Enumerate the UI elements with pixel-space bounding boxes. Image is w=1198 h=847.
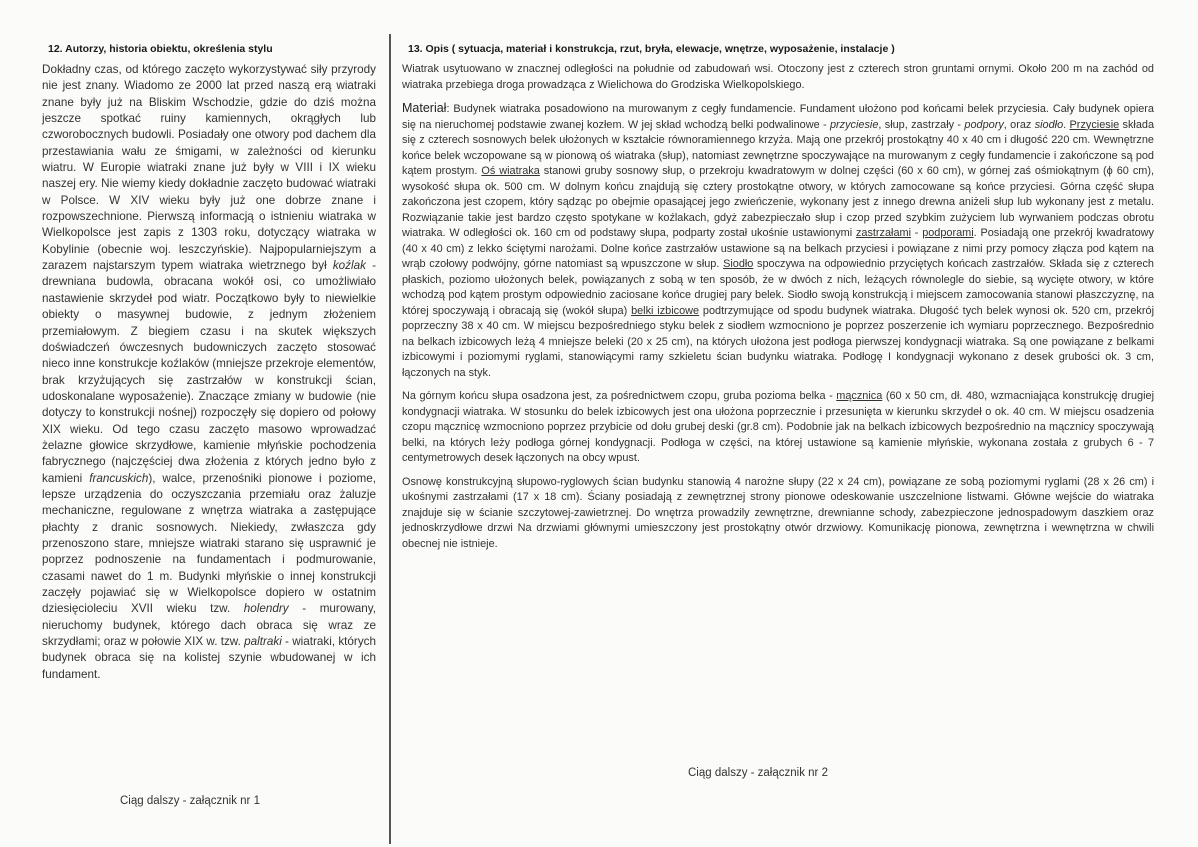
material-label: Materiał: [402, 101, 447, 115]
text-run: - murowany, nieruchomy budynek, którego dach obraca się wraz ze skrzydłami; oraz w połowie XIX w. tzw.: [42, 602, 376, 649]
term-podporami: podporami: [922, 227, 974, 239]
text-run: . Posiadają one przekrój kwadratowy (40 x 40 cm) z lekko ściętymi narożami. Dolne końce zastrzałów ustawione są na belkach przyciesi i powiązane z nimi przy pomocy złącza pod kątem na wrąb czołowy podwójny, górne natomiast są wpuszczone w słup.: [402, 227, 1154, 270]
text-run: składa się z czterech sosnowych belek ułożonych w kształcie równoramiennego krzyża. Mają one przekrój prostokątny 40 x 40 cm i długość 220 cm. Wewnętrzne końce belek wczopowane są w pionową oś wiatraka (słup), natomiast zewnętrzne spoczywające na murowanym z cegły fundamencie i zakończone są pod kątem prostym.: [402, 118, 1154, 177]
term-os-wiatraka: Oś wiatraka: [481, 165, 540, 177]
term-przyciesie: przyciesie: [829, 118, 879, 131]
text-run: - wiatraki, których budynek obraca się na kolistej szynie wbudowanej w ich fundament.: [42, 635, 376, 681]
text-run: (60 x 50 cm, dł. 480, wzmacniająca konstrukcję drugiej kondygnacji wiatraka. W stosunku do belek izbicowych jest ona ułożona poprzecznie i przesunięta w kierunku skrzydeł o ok. 40 cm. W miejscu osadzenia czopu mącznicę wzmocniono poprzez przybicie od dołu grubej deski (gr.8 cm). Podobnie jak na belkach izbicowych bezpośrednio na mącznicy spoczywają belki, na których leży podłoga górnej kondygnacji. Podłoga w części, na której ustawione są kamienie młyńskie, wykonana została z grubych 6 - 7 centymetrowych desek łączonych na obcy wpust.: [402, 390, 1154, 464]
term-przyciesie-underlined: Przyciesie: [1069, 118, 1120, 131]
walls-paragraph: Osnowę konstrukcyjną słupowo-ryglowych ścian budynku stanowią 4 narożne słupy (22 x 24 cm), powiązane ze sobą poziomymi ryglami (28 x 26 cm) i ukośnymi zastrzałami (17 x 18 cm). Ściany posiadają z zewnętrznej strony pionowe odeskowanie uszczelnione listwami. Główne wejście do wiatraka znajduje się w ścianie szczytowej-zawietrznej. Do wnętrza prowadzily zewnętrzne, drewnianne schody, zabezpieczone jednospadowym daszkiem oraz jednoskrzydłowe drzwi Na drzwiami głównymi umieszczony jest prostokątny otwór drzwiowy. Komunikację pionowa, zewnętrzna i wewnętrzna w chwili obecnej nie istnieje.: [402, 475, 1154, 550]
term-macznica: mącznica: [836, 390, 883, 402]
section-12-heading: 12. Autorzy, historia obiektu, określenia stylu: [48, 43, 273, 55]
term-belki-izbicowe: belki izbicowe: [631, 304, 700, 317]
text-run: stanowi gruby sosnowy słup, o przekroju kwadratowym w dolnej części (60 x 60 cm), w górnej zaś ośmiokątnym (ϕ 60 cm), wysokość słupa ok. 500 cm. W dolnym końcu znajdują się cztery prostokątne otwory, w których zamocowane są końce przyciesi. Górna część słupa zakończona jest czopem, który sądząc po obejmie opasającej jego zwieńczenie, wykonany jest z innego drewna aniżeli słup lub wykonany jest z metalu. Rozwiązanie takie jest bardzo często spotykane w koźlakach, gdyż zabezpieczało słup i czop przed szybkim zużyciem lub wyrwaniem podczas obrotu wiatraka. W odległości ok. 160 cm od podstawy słupa, podparty został ukośnie ustawionymi: [402, 165, 1154, 239]
text-run: , słup, zastrzały -: [878, 118, 965, 131]
term-kozlak: koźlak: [332, 259, 366, 273]
term-zastrzalami: zastrzałami: [855, 227, 912, 239]
text-run: spoczywa na odpowiednio przyciętych końcach zastrzałów. Składa się z czterech płaskich, poziomo ułożonych belek, powiązanych z sobą w ten sposób, że w dwóch z nich, leżących równolegle do siebie, są wycięte otwory, w które wchodzą pod kątem prostym odpowiednio zaciosane końce drugiej pary belek. Siodło swoją konstrukcją i miejscem zamocowania stanowi płaszczyznę, na której spoczywają i obracają się (wokół słupa): [402, 258, 1154, 317]
term-siodlo: siodło: [1034, 118, 1064, 131]
text-run: ), walce, przenośniki pionowe i poziome, lepsze urządzenia do oczyszczania przemiału oraz żaluzje mechaniczne, regulowane z wnętrza wiatraka a zastępujące płachty z dranic sosnowych. Niekiedy, zwłaszcza gdy przenoszono stare, mniejsze wiatraki starano się usprawnić je poprzez podnoszenie na fundamentach i podmurowanie, czasami nawet do 1 m. Budynki młyńskie o innej konstrukcji zaczęły pojawiać się w Wielkopolsce dopiero w ostatnim dziesięcioleciu XVII wieku tzw.: [42, 471, 376, 616]
text-run: : Budynek wiatraka posadowiono na murowanym z cegły fundamencie. Fundament ułożono pod końcami belek przyciesia. Cały budynek opiera się na nieruchomej podstawie zwanej kozłem. W jej skład wchodzą belki podwalinowe -: [402, 103, 1154, 131]
section-13-heading: 13. Opis ( sytuacja, materiał i konstrukcja, rzut, bryła, elewacje, wnętrze, wyposażenie, instalacje ): [408, 43, 895, 55]
location-paragraph: Wiatrak usytuowano w znacznej odległości na południe od zabudowań wsi. Otoczony jest z czterech stron gruntami ornymi. Około 200 m na zachód od wiatraka przebiega droga prowadząca z Wielichowa do Grodziska Wielkopolskiego.: [402, 63, 1154, 91]
section-12: [42, 38, 376, 838]
text-run: - drewniana budowla, obracana wokół osi, co umożliwiało nastawienie skrzydeł pod wiatr. Początkowo były to niewielkie obiekty o masywnej budowie, z jednym złożeniem przemiałowym. Z biegiem czasu i na skutek większych doświadczeń ówczesnych budowniczych zaczęto stosować nieco inne konstrukcje koźlaków (mniejsze przekroje elementów, brak krzyżujących się zastrzałów w konstrukcji ścian, udoskonalane wyposażenie). Znaczące zmiany w budowie (nie dotyczy to konstrukcji nośnej) rozpoczęły się dopiero od połowy XIX wieku. Od tego czasu zaczęto masowo wprowadzać żelazne głowice skrzydłowe, kamienie młyńskie pochodzenia fabrycznego (najczęściej dwa złożenia z których jedno było z kamieni: [42, 259, 376, 485]
continuation-note-1: Ciąg dalszy - załącznik nr 1: [120, 795, 260, 807]
text-run: Dokładny czas, od którego zaczęto wykorzystywać siły przyrody nie jest znany. Wiadomo ze 2000 lat przed naszą erą wiatraki znane były już na Bliskim Wschodzie, gdzie do dziś można jeszcze spotkać ruiny kamiennych, okrągłych lub czworobocznych budowli. Posiadały one otwory pod dachem dla przestawiania wału ze śmigami, w zależności od kierunku wiatru. W Europie wiatraki znane już były w VIII i IX wieku naszej ery. Nie wiemy kiedy dokładnie zaczęto budować wiatraki w Polsce. W XIV wieku były już one dobrze znane i rozpowszechnione. Pierwszą informacją o istnieniu wiatraka w Wielkopolsce jest zapis z 1303 roku, dotyczący wiatraka w Kobylinie (obecnie woj. leszczyńskie). Najpopularniejszym a zarazem najstarszym typem wiatraka wietrznego był: [42, 63, 376, 273]
text-run: .: [1063, 118, 1070, 131]
column-divider: [389, 34, 391, 844]
text-run: , oraz: [1003, 118, 1035, 131]
section-13: [402, 38, 1154, 838]
text-run: podtrzymujące od spodu budynek wiatraka. Długość tych belek wynosi ok. 520 cm, przekrój poprzeczny 38 x 40 cm. W miejscu bezpośredniego styku belek z siodłem wzmocniono je poprzez poszerzenie ich wymiaru poprzecznego. Bezpośrednio na belkach izbicowych leżą 4 mniejsze beleki (20 x 25 cm), na których ułożona jest podłoga pierwszej kondygnacji wiatraka. Są one powiązane z belkami izbicowymi i poziomymi ryglami, stanowiącymi ramy szkieletu ścian budynku wiatraka. Podłogę I kondygnacji wykonano z desek grubości ok. 3 cm, łączonych na styk.: [402, 304, 1154, 379]
text-run: Na górnym końcu słupa osadzona jest, za pośrednictwem czopu, gruba pozioma belka -: [402, 390, 837, 402]
continuation-note-2: Ciąg dalszy - załącznik nr 2: [688, 767, 828, 779]
section-12-text: [42, 62, 376, 683]
term-francuskich: francuskich: [89, 471, 149, 485]
term-holendry: holendry: [243, 602, 289, 616]
macznica-paragraph: [402, 389, 1154, 467]
term-paltraki: paltraki: [244, 635, 282, 649]
term-podpory: podpory: [964, 118, 1004, 131]
text-run: -: [911, 227, 923, 239]
material-paragraph: [402, 101, 1154, 381]
term-siodlo-underlined: Siodło: [723, 258, 754, 270]
